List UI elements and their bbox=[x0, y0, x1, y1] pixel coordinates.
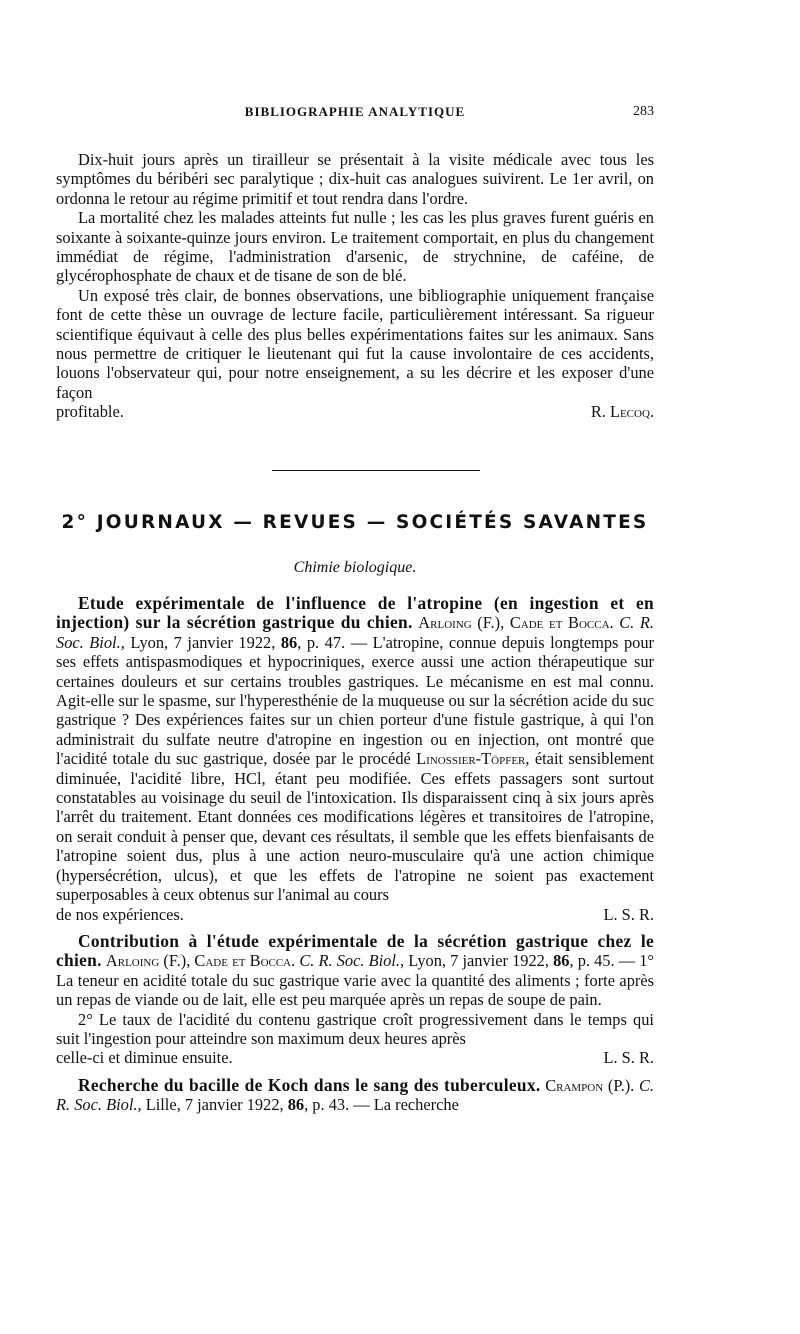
page-number: 283 bbox=[633, 104, 654, 119]
intro-paragraph-1: Dix-huit jours après un tirailleur se présentait à la visite médicale avec tous les symptômes du béribéri sec paralytique ; dix-huit cas analogues suivirent. Le 1er avril, on ordonna le retour au régime primitif et tout rendra dans l'ordre. bbox=[56, 150, 654, 208]
article-entry bbox=[56, 932, 654, 1068]
article-1-closing-line bbox=[56, 905, 654, 924]
article-body: 1° La teneur en acidité totale du suc gastrique varie avec la quantité des aliments ; forte après un repas de viande ou de lait, elle est peu marquée après un repas de soupe de pain. bbox=[56, 951, 654, 1010]
article-entry bbox=[56, 1076, 654, 1115]
article-citation: Lyon, 7 janvier 1922, bbox=[404, 951, 554, 971]
article-citation: Lyon, 7 janvier 1922, bbox=[124, 632, 281, 652]
article-pages: , p. 43. — bbox=[304, 1095, 374, 1115]
article-volume: 86 bbox=[553, 951, 570, 971]
article-journal: C. R. Soc. Biol., bbox=[56, 613, 655, 652]
article-entry bbox=[56, 594, 654, 924]
abstracts bbox=[56, 594, 654, 1115]
article-2-paragraph-2: 2° Le taux de l'acidité du contenu gastrique croît progressivement dans le temps qui suit l'ingestion pour atteindre son maximum deux heures après bbox=[56, 1009, 654, 1048]
article-body: L'atropine, connue depuis longtemps pour ses effets antispasmodiques et hypocriniques, exerce aussi une action thérapeutique sur certaines douleurs et sur certains troubles gastriques. Le mécanisme en est mal connu. Agit-elle sur le spasme, sur l'hyperesthénie de la muqueuse ou sur la sécrétion acide du suc gastrique ? Des expériences faites sur un chien porteur d'une fistule gastrique, à qui l'on administrait du sulfate neutre d'atropine en ingestion ou en injection, ont montré que l'acidité totale du suc gastrique, dosée par le procédé bbox=[56, 632, 654, 769]
intro-paragraph-2: La mortalité chez les malades atteints fut nulle ; les cas les plus graves furent guéris en soixante à soixante-quinze jours environ. Le traitement comportait, en plus du changement immédiat de régime, l'administration d'arsenic, de strychnine, de caféine, de glycérophosphate de chaux et de tisane de son de blé. bbox=[56, 208, 654, 286]
article-pages: , p. 45. — bbox=[569, 951, 640, 971]
reviewer-signature: R. Lecoq. bbox=[590, 402, 654, 422]
article-signature: L. S. R. bbox=[603, 904, 654, 924]
article-authors: Crampon (P.). bbox=[545, 1075, 635, 1095]
article-journal: C. R. Soc. Biol., bbox=[299, 951, 405, 971]
running-title: BIBLIOGRAPHIE ANALYTIQUE bbox=[244, 104, 466, 119]
article-1-heading bbox=[56, 594, 654, 905]
article-3-heading bbox=[56, 1076, 654, 1115]
article-title: Etude expérimentale de l'influence de l'atropine (en ingestion et en injection) sur la sécrétion gastrique du chien. bbox=[56, 593, 654, 633]
article-volume: 86 bbox=[287, 1095, 305, 1115]
article-method-name: Linossier-Töpfer bbox=[416, 749, 526, 769]
article-authors: Arloing (F.), Cade et Bocca. bbox=[105, 951, 296, 971]
subsection-title: Chimie biologique. bbox=[293, 559, 417, 576]
article-body-end: , était sensiblement diminuée, l'acidité libre, HCl, étant peu modifiée. Ces effets passagers sont surtout constatables au voisinage du seuil de l'intoxication. Ils disparaissent cinq à six jours après l'arrêt du traitement. Etant données ces modifications légères et transitoires de l'atropine, on serait conduit à penser que, devant ces résultats, il semble que les effets bienfaisants de l'atropine soient dus, plus à une action neuro-musculaire qu'à une action chimique (hypersécrétion, ulcus), et que les effets de l'atropine ne soient pas exactement superposables à ceux obtenus sur l'animal au cours bbox=[56, 749, 654, 905]
article-last-line: de nos expériences. bbox=[56, 904, 184, 924]
section-divider bbox=[272, 470, 480, 471]
section-heading: 2° JOURNAUX — REVUES — SOCIÉTÉS SAVANTES bbox=[61, 512, 649, 533]
article-signature: L. S. R. bbox=[603, 1048, 654, 1068]
article-last-line: celle-ci et diminue ensuite. bbox=[56, 1048, 233, 1068]
article-title: Contribution à l'étude expérimentale de la sécrétion gastrique chez le chien. bbox=[56, 930, 654, 971]
page-header bbox=[56, 104, 654, 126]
article-title: Recherche du bacille de Koch dans le sang des tuberculeux. bbox=[78, 1074, 541, 1095]
article-volume: 86 bbox=[280, 632, 298, 652]
article-pages: , p. 47. — bbox=[297, 632, 373, 652]
review-conclusion bbox=[56, 150, 654, 422]
article-2-closing-line bbox=[56, 1048, 654, 1067]
article-authors: Arloing (F.), Cade et Bocca. bbox=[418, 613, 614, 633]
article-body: La recherche bbox=[373, 1095, 459, 1115]
intro-closing-line bbox=[56, 402, 654, 421]
intro-paragraph-3-end: profitable. bbox=[56, 402, 124, 422]
article-citation: Lille, 7 janvier 1922, bbox=[141, 1095, 288, 1115]
article-journal: C. R. Soc. Biol., bbox=[56, 1075, 654, 1115]
intro-paragraph-3: Un exposé très clair, de bonnes observations, une bibliographie uniquement française font de cette thèse un ouvrage de lecture facile, particulièrement intéressant. Sa rigueur scientifique équivaut à celle des plus belles expérimentations faites sur les animaux. Sans nous permettre de critiquer le lieutenant qui fut la cause involontaire de ces accidents, louons l'observateur qui, pour notre enseignement, a su les décrire et les exposer d'une façon bbox=[56, 285, 654, 402]
article-2-heading bbox=[56, 932, 654, 1010]
